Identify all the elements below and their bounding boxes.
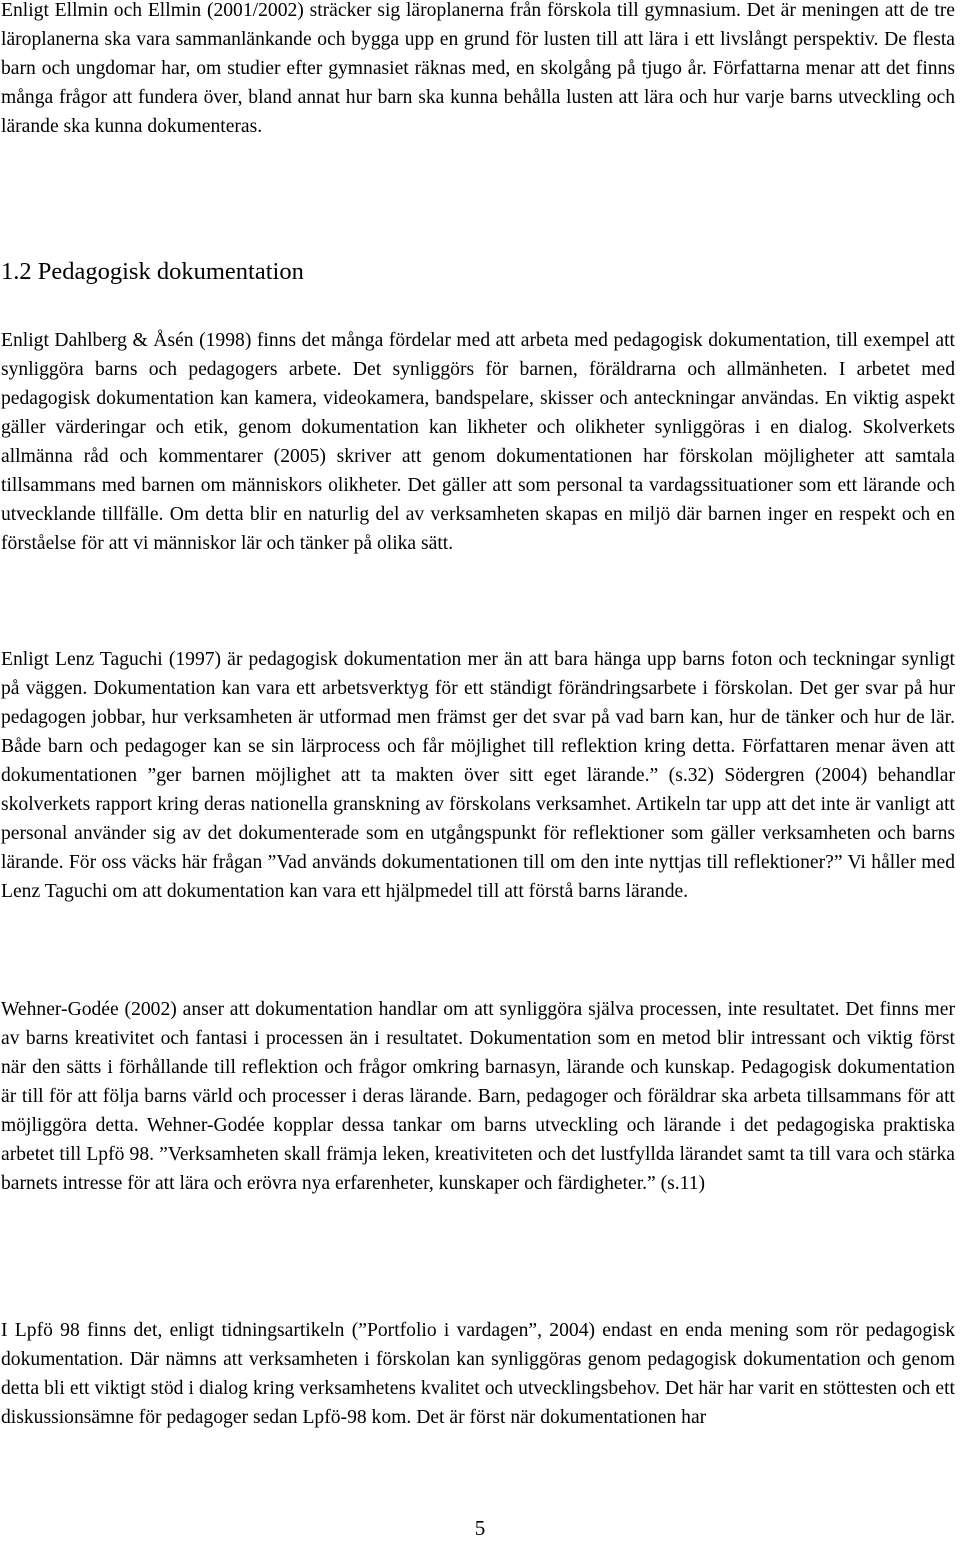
body-paragraph-lenz-taguchi: Enligt Lenz Taguchi (1997) är pedagogisk dokumentation mer än att bara hänga upp barns foton och teckningar synligt på väggen. Dokumentation kan vara ett arbetsverktyg för ett ständigt förändringsarbete i förskolan. Det ger svar på hur pedagogen jobbar, hur verksamheten är utformad men främst ger det svar på vad barn kan, hur de tänker och hur de lär. Både barn och pedagoger kan se sin lärprocess och får möjlighet till reflektion kring detta. Författaren menar även att dokumentationen ”ger barnen möjlighet att ta makten över sitt eget lärande.” (s.32) Södergren (2004) behandlar skolverkets rapport kring deras nationella granskning av förskolans verksamhet. Artikeln tar upp att det inte är vanligt att personal använder sig av det dokumenterade som en utgångspunkt för reflektioner som gäller verksamheten och barns lärande. För oss väcks här frågan ”Vad används dokumentationen till om den inte nyttjas till reflektioner?” Vi håller med Lenz Taguchi om att dokumentation kan vara ett hjälpmedel till att förstå barns lärande.: [1, 649, 955, 902]
body-paragraph-wehner-godee: Wehner-Godée (2002) anser att dokumentation handlar om att synliggöra själva processen, inte resultatet. Det finns mer av barns kreativitet och fantasi i processen än i resultatet. Dokumentation som en metod blir intressant och viktig först när den sätts i förhållande till reflektion och frågor omkring barnasyn, lärande och kunskap. Pedagogisk dokumentation är till för att följa barns värld och processer i deras lärande. Barn, pedagoger och föräldrar ska arbeta tillsammans för att möjliggöra detta. Wehner-Godée kopplar dessa tankar om barns utveckling och lärande i det pedagogiska praktiska arbetet till Lpfö 98. ”Verksamheten skall främja leken, kreativiteten och det lustfyllda lärandet samt ta till vara och stärka barnets intresse för att lära och erövra nya erfarenheter, kunskaper och färdigheter.” (s.11): [1, 999, 955, 1194]
page-number: 5: [474, 1516, 486, 1540]
section-heading: 1.2 Pedagogisk dokumentation: [1, 258, 304, 285]
body-paragraph-lpfo-98: I Lpfö 98 finns det, enligt tidningsartikeln (”Portfolio i vardagen”, 2004) endast en enda mening som rör pedagogisk dokumentation. Där nämns att verksamheten i förskolan kan synliggöras genom pedagogisk dokumentation och genom detta bli ett viktigt stöd i dialog kring verksamhetens kvalitet och utvecklingsbehov. Det här har varit en stöttesten och ett diskussionsämne för pedagoger sedan Lpfö-98 kom. Det är först när dokumentationen har: [1, 1320, 955, 1428]
intro-paragraph: Enligt Ellmin och Ellmin (2001/2002) sträcker sig läroplanerna från förskola till gymnasium. Det är meningen att de tre läroplanerna ska vara sammanlänkande och bygga upp en grund för lusten till att lära i ett livslångt perspektiv. De flesta barn och ungdomar har, om studier efter gymnasiet räknas med, en skolgång på tjugo år. Författarna menar att det finns många frågor att fundera över, bland annat hur barn ska kunna behålla lusten att lära och hur varje barns utveckling och lärande ska kunna dokumenteras.: [1, 0, 955, 137]
body-paragraph-dahlberg: Enligt Dahlberg & Åsén (1998) finns det många fördelar med att arbeta med pedagogisk dokumentation, till exempel att synliggöra barns och pedagogers arbete. Det synliggörs för barnen, föräldrarna och allmänheten. I arbetet med pedagogisk dokumentation kan kamera, videokamera, bandspelare, skisser och anteckningar användas. En viktig aspekt gäller värderingar och etik, genom dokumentation kan likheter och olikheter synliggöras i en dialog. Skolverkets allmänna råd och kommentarer (2005) skriver att genom dokumentationen har förskolan möjligheter att samtala tillsammans med barnen om människors olikheter. Det gäller att som personal ta vardagssituationer som ett lärande och utvecklande tillfälle. Om detta blir en naturlig del av verksamheten skapas en miljö där barnen inger en respekt och en förståelse för att vi människor lär och tänker på olika sätt.: [1, 330, 955, 554]
